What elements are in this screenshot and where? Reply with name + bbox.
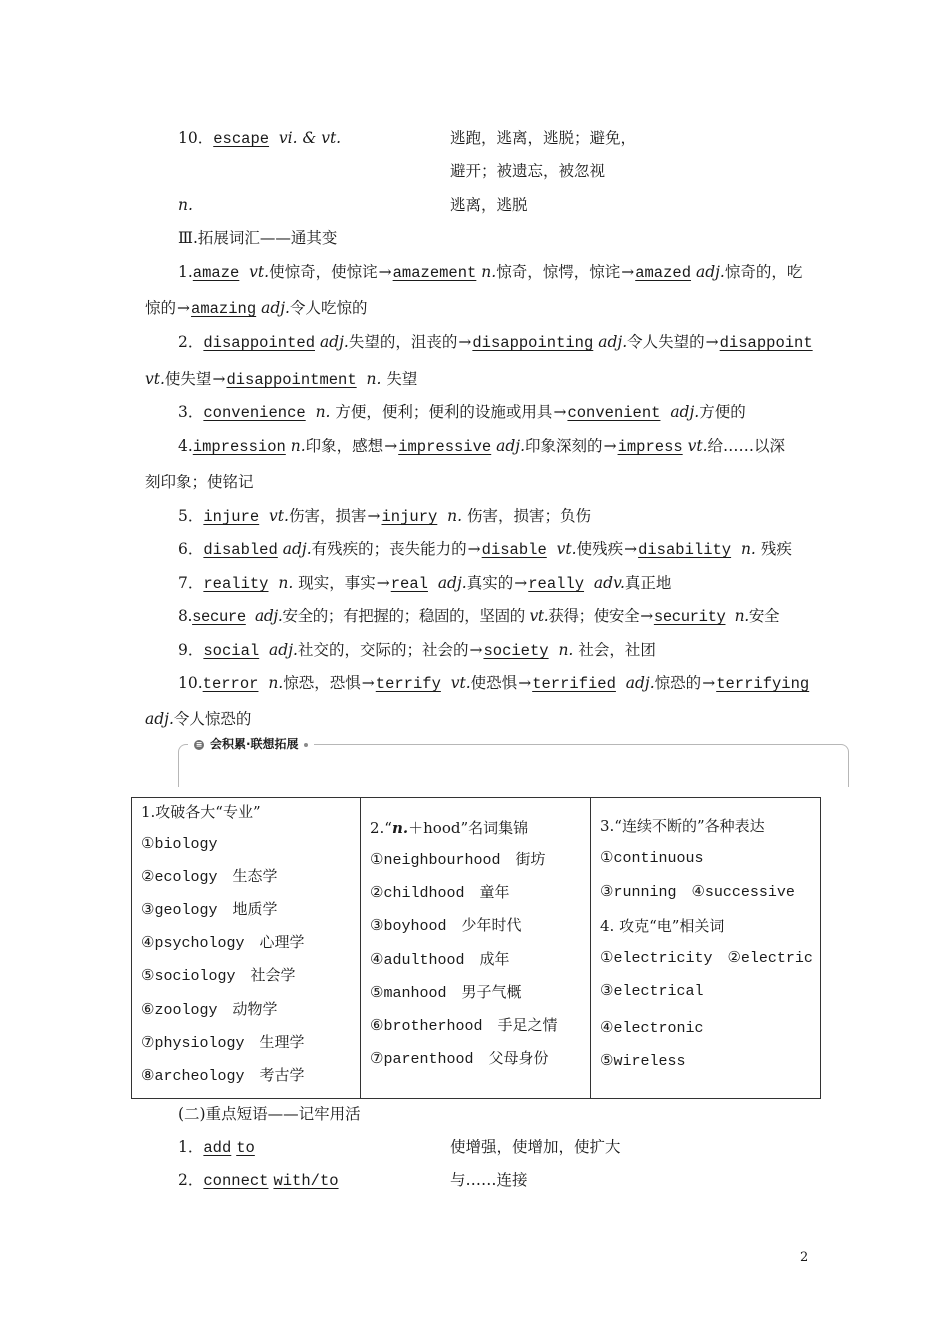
meaning: 惊奇的，吃 (724, 263, 803, 281)
arrow-icon: → (378, 263, 392, 281)
part-of-speech: n. (447, 507, 463, 525)
arrow-icon: → (469, 641, 483, 659)
part-of-speech: adj. (670, 403, 700, 421)
part-of-speech: n. (558, 641, 574, 659)
vocab-word: escape (213, 130, 270, 148)
meaning: 社交的，交际的；社会的 (297, 641, 469, 659)
table-column-expressions (591, 798, 821, 1099)
arrow-icon: → (177, 299, 191, 317)
vocab-meaning: 逃离，逃脱 (450, 196, 528, 214)
meaning: 有残疾的；丧失能力的 (311, 540, 467, 558)
part-of-speech: adv. (593, 574, 625, 592)
extension-item-1 (178, 262, 802, 283)
meaning: 安全的；有把握的；稳固的，坚固的 (282, 607, 525, 625)
arrow-icon: → (367, 507, 381, 525)
extension-item-5 (178, 506, 591, 527)
part-of-speech: adj. (598, 333, 628, 351)
part-of-speech: n. (481, 263, 497, 281)
part-of-speech: adj. (319, 333, 349, 351)
list-item: ⑥brotherhood 手足之情 (370, 1018, 558, 1035)
list-item: ⑤sociology 社会学 (141, 968, 296, 985)
part-of-speech: n. (315, 403, 331, 421)
association-table (131, 797, 821, 1099)
phrase-word: to (236, 1139, 255, 1157)
meaning: 令人失望的 (627, 333, 705, 351)
meaning: 使惊奇，使惊诧 (269, 263, 378, 281)
list-item: ⑤wireless (600, 1053, 686, 1070)
vocab-word: disabled (203, 541, 278, 559)
vocab-word: disable (481, 541, 547, 559)
list-item: ①neighbourhood 街坊 (370, 852, 546, 869)
extension-item-1-cont (145, 298, 368, 319)
vocab-word: disability (638, 541, 732, 559)
meaning: 使失望 (164, 370, 212, 388)
item-number: 10. (178, 674, 203, 692)
meaning: 获得；使安全 (548, 607, 640, 625)
part-of-speech: vt. (687, 437, 708, 455)
box-title-text: 会积累·联想拓展 (210, 737, 299, 751)
extension-item-2-cont (145, 369, 417, 390)
phrase-meaning: 与……连接 (450, 1171, 528, 1189)
list-item: ③electrical (600, 983, 704, 1000)
arrow-icon: → (624, 540, 638, 558)
vocab-word: really (528, 575, 585, 593)
item-number: 1. (178, 263, 193, 281)
list-item: ⑦physiology 生理学 (141, 1035, 305, 1052)
part-of-speech: vt. (450, 674, 471, 692)
vocab-word: disappointing (472, 334, 594, 352)
extension-item-9 (178, 640, 656, 661)
item-number: 4. (178, 437, 193, 455)
meaning: 给……以深 (707, 437, 786, 455)
item-number: 7． (178, 574, 204, 592)
list-item: ②ecology 生态学 (141, 869, 278, 886)
extension-item-6 (178, 539, 792, 560)
phrase-item-2 (178, 1170, 339, 1191)
meaning: 令人吃惊的 (289, 299, 368, 317)
vocab-word: injure (203, 508, 260, 526)
list-item: ⑦parenthood 父母身份 (370, 1051, 549, 1068)
list-item: ④adulthood 成年 (370, 952, 510, 969)
part-of-speech: n. (734, 607, 749, 625)
vocab-word: terrify (375, 675, 441, 693)
part-of-speech: adj. (145, 710, 174, 728)
vocab-item-10 (178, 128, 341, 149)
meaning: 现实，事实 (298, 574, 376, 592)
item-number: 1． (178, 1138, 204, 1156)
title-part: n. (391, 819, 409, 837)
arrow-icon: → (603, 437, 617, 455)
vocab-word: reality (203, 575, 269, 593)
part-of-speech: adj. (437, 574, 467, 592)
phrase-word: with/to (273, 1172, 339, 1190)
list-item: ⑧archeology 考古学 (141, 1068, 305, 1085)
phrase-word: connect (203, 1172, 269, 1190)
vocab-meaning: 逃跑，逃离，逃脱；避免， (450, 129, 637, 147)
vocab-word: terrified (532, 675, 616, 693)
list-item: ⑥zoology 动物学 (141, 1002, 278, 1019)
arrow-icon: → (640, 607, 653, 625)
part-of-speech: adj. (282, 540, 312, 558)
item-number: 9． (178, 641, 204, 659)
meaning: 方便，便利；便利的设施或用具 (335, 403, 553, 421)
vocab-word: impression (192, 438, 286, 456)
part-of-speech: n. (268, 674, 284, 692)
meaning: 失望 (386, 370, 418, 388)
item-number: 8. (178, 607, 193, 625)
meaning: 失望的，沮丧的 (348, 333, 458, 351)
table-column-majors (132, 798, 361, 1099)
vocab-word: amazement (392, 264, 477, 282)
vocab-word: terrifying (716, 675, 810, 693)
extension-item-3 (178, 402, 746, 423)
title-part: 2.“ (370, 819, 392, 837)
list-item: ①electricity ②electric (600, 950, 813, 967)
part-of-speech: n. (290, 437, 306, 455)
list-bullet-icon: ≡ (195, 739, 203, 749)
vocab-word: security (653, 608, 726, 626)
vocab-word: impressive (398, 438, 492, 456)
part-of-speech: n. (740, 540, 756, 558)
part-of-speech: vt. (145, 370, 165, 388)
meaning: 方便的 (699, 403, 746, 421)
vocab-word: amaze (192, 264, 240, 282)
part-of-speech: adj. (695, 263, 725, 281)
meaning: 真实的 (466, 574, 514, 592)
list-item: ②childhood 童年 (370, 885, 510, 902)
part-of-speech: vt. (269, 507, 289, 525)
item-number: 5． (178, 507, 204, 525)
vocab-word: terror (202, 675, 259, 693)
vocab-word: convenient (567, 404, 661, 422)
list-item: ①continuous (600, 850, 704, 867)
arrow-icon: → (376, 574, 390, 592)
arrow-icon: → (384, 437, 398, 455)
arrow-icon: → (705, 333, 719, 351)
extension-item-4 (178, 436, 785, 457)
phrase-word: add (203, 1139, 232, 1157)
vocab-word: disappointment (226, 371, 357, 389)
list-item: ③geology 地质学 (141, 902, 278, 919)
meaning: 伤害，损害 (288, 507, 367, 525)
arrow-icon: → (702, 674, 716, 692)
dot-icon (304, 743, 308, 747)
vocab-word: social (203, 642, 260, 660)
vocab-word: impress (617, 438, 683, 456)
meaning: 使恐惧 (470, 674, 518, 692)
item-number: 2． (178, 333, 204, 351)
list-item: ③boyhood 少年时代 (370, 918, 522, 935)
column-title: 3.“连续不断的”各种表达 (600, 817, 765, 835)
meaning: 惊恐的 (654, 674, 702, 692)
meaning: 伤害，损害；负伤 (467, 507, 592, 525)
arrow-icon: → (361, 674, 375, 692)
item-number: 10． (178, 129, 214, 147)
list-item: ④electronic (600, 1020, 704, 1037)
list-item: ⑤manhood 男子气概 (370, 985, 522, 1002)
meaning: 安全 (748, 607, 780, 625)
part-of-speech: vt. (556, 540, 577, 558)
meaning: 惊的 (145, 299, 177, 317)
meaning: 印象，感想 (305, 437, 384, 455)
column-title: 1.攻破各大“专业” (141, 803, 261, 821)
column-title (370, 818, 528, 838)
part-of-speech: adj. (496, 437, 526, 455)
vocab-meaning: 避开；被遗忘，被忽视 (450, 162, 606, 180)
item-number: 2． (178, 1171, 204, 1189)
list-item: ③running ④successive (600, 884, 795, 901)
item-number: 6． (178, 540, 204, 558)
column-subtitle: 4. 攻克“电”相关词 (600, 917, 725, 935)
vocab-word: convenience (203, 404, 306, 422)
arrow-icon: → (458, 333, 472, 351)
meaning: 惊奇，惊愕，惊诧 (496, 263, 621, 281)
item-number: 3． (178, 403, 204, 421)
arrow-icon: → (514, 574, 528, 592)
part-of-speech: vi. & vt. (278, 129, 342, 147)
meaning: 令人惊恐的 (173, 710, 252, 728)
list-item: ①biology (141, 836, 218, 853)
accumulation-box-title (188, 734, 314, 754)
list-item: ④psychology 心理学 (141, 935, 305, 952)
vocab-word: amazing (191, 300, 257, 318)
vocab-word: secure (192, 608, 246, 626)
vocab-word: amazed (635, 264, 692, 282)
vocab-word: society (483, 642, 549, 660)
part-of-speech: vt. (529, 607, 549, 625)
part-of-speech: n. (178, 196, 193, 214)
part-of-speech: n. (278, 574, 294, 592)
part-of-speech: adj. (625, 674, 655, 692)
vocab-word: disappoint (719, 334, 813, 352)
arrow-icon: → (553, 403, 567, 421)
part-of-speech: vt. (249, 263, 270, 281)
part-of-speech: n. (366, 370, 382, 388)
meaning: 惊恐，恐惧 (283, 674, 361, 692)
extension-item-7 (178, 573, 671, 594)
phrase-item-1 (178, 1137, 255, 1158)
extension-item-8 (178, 606, 779, 627)
meaning: 社会，社团 (578, 641, 656, 659)
title-part: ＋hood”名词集锦 (408, 819, 529, 837)
table-column-hood (361, 798, 591, 1099)
vocab-word: disappointed (203, 334, 315, 352)
page-number: 2 (800, 1250, 809, 1265)
vocab-word: real (390, 575, 428, 593)
part-of-speech: adj. (261, 299, 290, 317)
section-title: Ⅲ.拓展词汇——通其变 (178, 229, 338, 247)
arrow-icon: → (621, 263, 635, 281)
meaning: 使残疾 (576, 540, 624, 558)
arrow-icon: → (212, 370, 226, 388)
section-title: (二)重点短语——记牢用活 (178, 1105, 361, 1123)
extension-item-2 (178, 332, 813, 353)
arrow-icon: → (518, 674, 532, 692)
vocab-word: injury (381, 508, 438, 526)
extension-item-4-cont: 刻印象；使铭记 (145, 473, 254, 491)
meaning: 真正地 (624, 574, 672, 592)
part-of-speech: adj. (269, 641, 298, 659)
extension-item-10-cont (145, 709, 251, 729)
arrow-icon: → (467, 540, 481, 558)
meaning: 印象深刻的 (525, 437, 603, 455)
extension-item-10 (178, 673, 809, 694)
phrase-meaning: 使增强，使增加，使扩大 (450, 1138, 621, 1156)
part-of-speech: adj. (254, 607, 283, 625)
meaning: 残疾 (760, 540, 792, 558)
